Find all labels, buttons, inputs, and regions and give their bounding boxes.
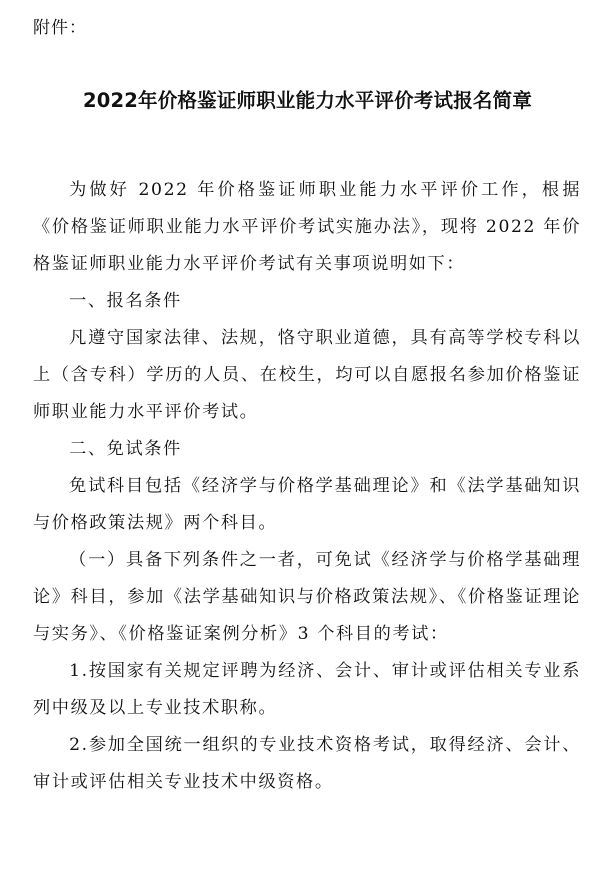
document-body <box>33 172 581 801</box>
attachment-label: 附件： <box>33 18 87 38</box>
section-heading-registration: 一、报名条件 <box>69 291 182 311</box>
registration-conditions-paragraph: 凡遵守国家法律、法规，恪守职业道德，具有高等学校专科以上（含专科）学历的人员、在校生，均可以自愿报名参加价格鉴证师职业能力水平评价考试。 <box>33 328 581 422</box>
list-item-2: 2.参加全国统一组织的专业技术资格考试，取得经济、会计、审计或评估相关专业技术中级资格。 <box>33 735 581 792</box>
intro-paragraph: 为做好 2022 年价格鉴证师职业能力水平评价工作，根据《价格鉴证师职业能力水平评价考试实施办法》，现将 2022 年价格鉴证师职业能力水平评价考试有关事项说明如下： <box>33 180 581 274</box>
document-title: 2022年价格鉴证师职业能力水平评价考试报名简章 <box>82 89 533 112</box>
section-heading-exemption: 二、免试条件 <box>69 439 182 459</box>
exemption-condition-one-paragraph: （一）具备下列条件之一者，可免试《经济学与价格学基础理论》科目，参加《法学基础知识与价格政策法规》、《价格鉴证理论与实务》、《价格鉴证案例分析》3 个科目的考试： <box>33 550 581 644</box>
list-item-1: 1.按国家有关规定评聘为经济、会计、审计或评估相关专业系列中级及以上专业技术职称。 <box>33 661 581 718</box>
exemption-subjects-paragraph: 免试科目包括《经济学与价格学基础理论》和《法学基础知识与价格政策法规》两个科目。 <box>33 476 581 533</box>
